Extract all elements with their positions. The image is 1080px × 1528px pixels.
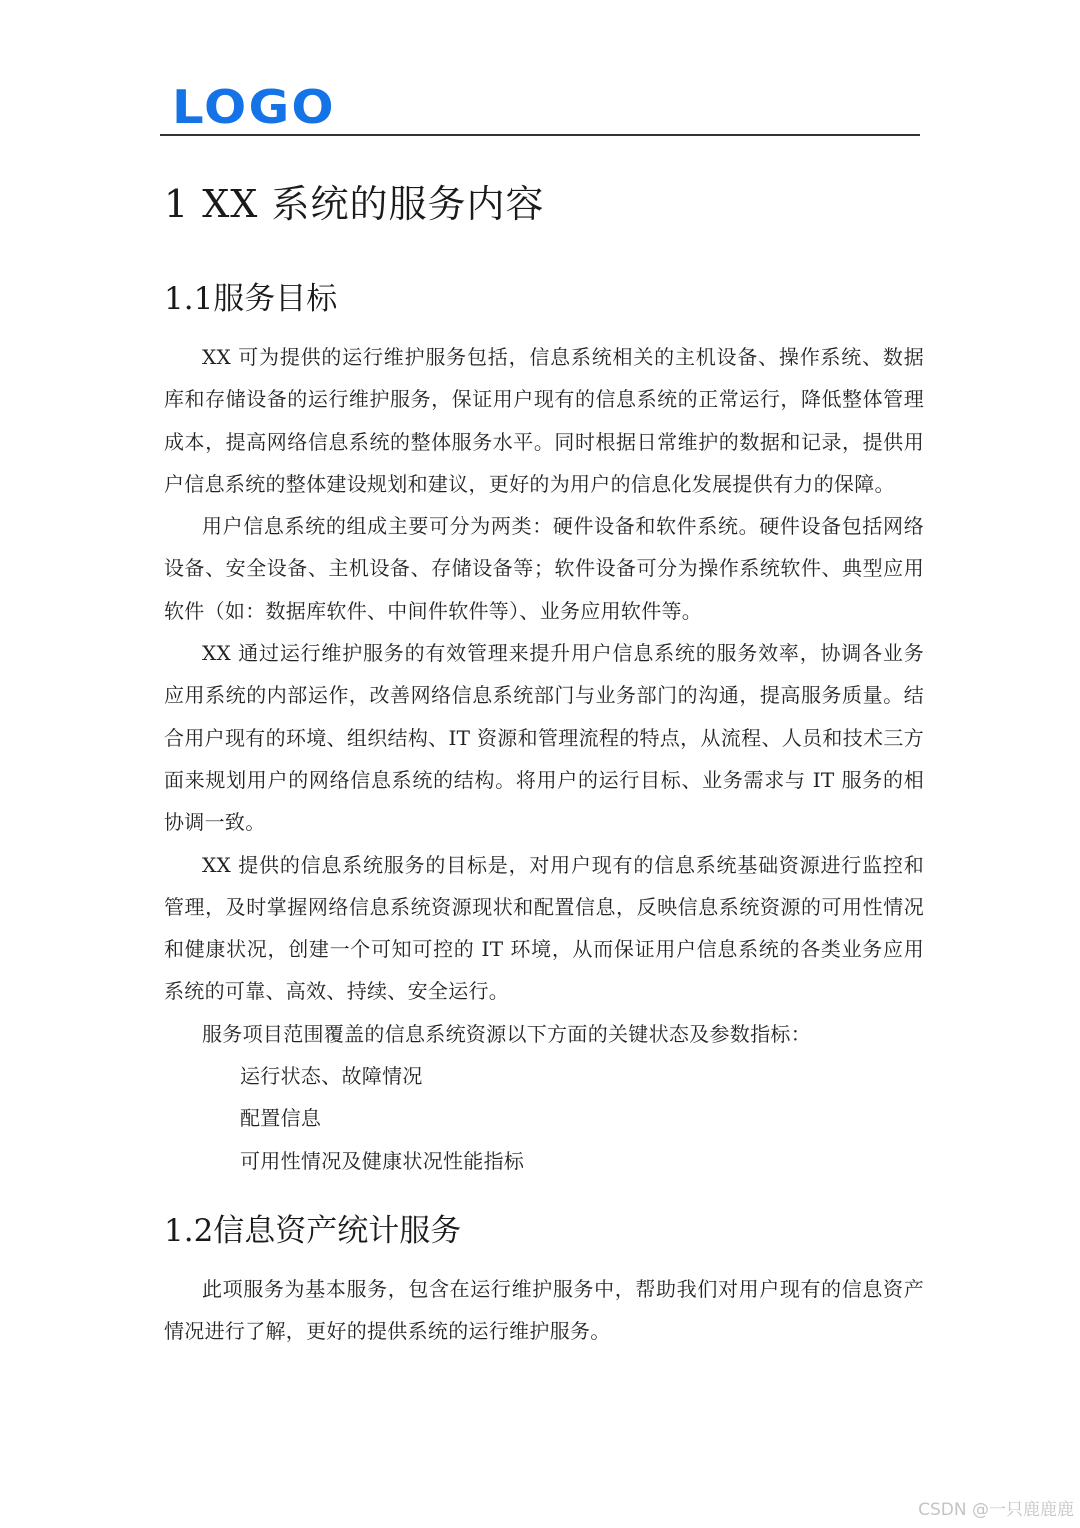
document-title: 1 XX 系统的服务内容 [164,182,545,226]
list-item: 可用性情况及健康状况性能指标 [240,1148,525,1173]
logo: LOGO [172,80,336,134]
list-item: 运行状态、故障情况 [240,1064,423,1089]
section-heading-1-2: 1.2信息资产统计服务 [164,1212,462,1249]
indicator-list [164,1055,924,1182]
paragraph: XX 通过运行维护服务的有效管理来提升用户信息系统的服务效率，协调各业务应用系统的内部运作，改善网络信息系统部门与业务部门的沟通，提高服务质量。结合用户现有的环境、组织结构、IT 资源和管理流程的特点，从流程、人员和技术三方面来规划用户的网络信息系统的结构。将用户的运行目标、业务需求与 IT 服务的相协调一致。 [164,641,924,835]
list-item: 配置信息 [240,1106,322,1131]
paragraph: XX 提供的信息系统服务的目标是，对用户现有的信息系统基础资源进行监控和管理，及时掌握网络信息系统资源现状和配置信息，反映信息系统资源的可用性情况和健康状况，创建一个可知可控的 IT 环境，从而保证用户信息系统的各类业务应用系统的可靠、高效、持续、安全运行。 [164,852,924,1004]
section-heading-1-1: 1.1服务目标 [164,281,338,317]
document-body [164,170,924,1353]
watermark: CSDN @一只鹿鹿鹿 [918,1500,1074,1520]
paragraph: XX 可为提供的运行维护服务包括，信息系统相关的主机设备、操作系统、数据库和存储设备的运行维护服务，保证用户现有的信息系统的正常运行，降低整体管理成本，提高网络信息系统的整体服务水平。同时根据日常维护的数据和记录，提供用户信息系统的整体建设规划和建议，更好的为用户的信息化发展提供有力的保障。 [164,345,924,496]
paragraph: 用户信息系统的组成主要可分为两类：硬件设备和软件系统。硬件设备包括网络设备、安全设备、主机设备、存储设备等；软件设备可分为操作系统软件、典型应用软件（如：数据库软件、中间件软件等）、业务应用软件等。 [164,514,924,623]
paragraph: 服务项目范围覆盖的信息系统资源以下方面的关键状态及参数指标： [202,1021,811,1046]
header-divider [160,134,920,136]
paragraph: 此项服务为基本服务，包含在运行维护服务中，帮助我们对用户现有的信息资产情况进行了解，更好的提供系统的运行维护服务。 [164,1276,924,1344]
